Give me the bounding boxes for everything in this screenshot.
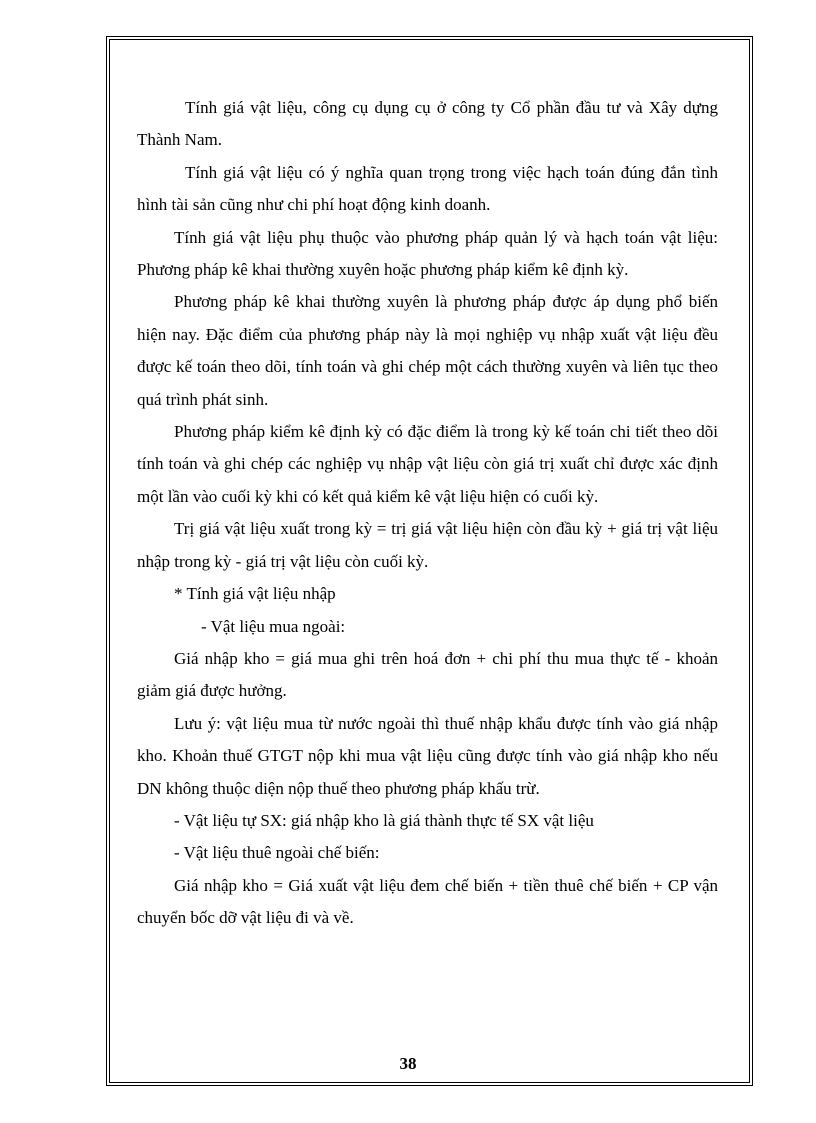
- paragraph-12: - Vật liệu thuê ngoài chế biến:: [174, 843, 380, 863]
- paragraph-7: * Tính giá vật liệu nhập: [174, 584, 336, 604]
- paragraph-5: Phương pháp kiểm kê định kỳ có đặc điểm là trong kỳ kế toán chi tiết theo dõi tính toán và ghi chép các nghiệp vụ nhập vật liệu còn giá trị xuất chỉ được xác định một lần vào cuối kỳ khi có kết quả kiểm kê vật liệu hiện có cuối kỳ.: [137, 422, 718, 506]
- paragraph-11: - Vật liệu tự SX: giá nhập kho là giá thành thực tế SX vật liệu: [174, 810, 594, 830]
- paragraph-10: Lưu ý: vật liệu mua từ nước ngoài thì thuế nhập khẩu được tính vào giá nhập kho. Khoản thuế GTGT nộp khi mua vật liệu cũng được tính vào giá nhập kho nếu DN không thuộc diện nộp thuế theo phương pháp khấu trừ.: [137, 713, 718, 798]
- page-number: 38: [399, 1054, 417, 1073]
- paragraph-13: Giá nhập kho = Giá xuất vật liệu đem chế biến + tiền thuê chế biến + CP vận chuyển bốc dỡ vật liệu đi và về.: [137, 875, 718, 928]
- paragraph-2: Tính giá vật liệu có ý nghĩa quan trọng trong việc hạch toán đúng đắn tình hình tài sản cũng như chi phí hoạt động kinh doanh.: [137, 162, 718, 215]
- paragraph-3: Tính giá vật liệu phụ thuộc vào phương pháp quản lý và hạch toán vật liệu: Phương pháp kê khai thường xuyên hoặc phương pháp kiểm kê định kỳ.: [137, 227, 718, 280]
- document-body: [137, 92, 718, 935]
- paragraph-8: - Vật liệu mua ngoài:: [201, 616, 346, 636]
- paragraph-9: Giá nhập kho = giá mua ghi trên hoá đơn + chi phí thu mua thực tế - khoản giảm giá được hưởng.: [137, 648, 718, 701]
- paragraph-6: Trị giá vật liệu xuất trong kỳ = trị giá vật liệu hiện còn đầu kỳ + giá trị vật liệu nhập trong kỳ - giá trị vật liệu còn cuối kỳ.: [137, 519, 718, 571]
- paragraph-1: Tính giá vật liệu, công cụ dụng cụ ở công ty Cổ phần đầu tư và Xây dựng Thành Nam.: [137, 98, 718, 150]
- paragraph-4: Phương pháp kê khai thường xuyên là phương pháp được áp dụng phổ biến hiện nay. Đặc điểm của phương pháp này là mọi nghiệp vụ nhập xuất vật liệu đều được kế toán theo dõi, tính toán và ghi chép một cách thường xuyên và liên tục theo quá trình phát sinh.: [137, 292, 718, 409]
